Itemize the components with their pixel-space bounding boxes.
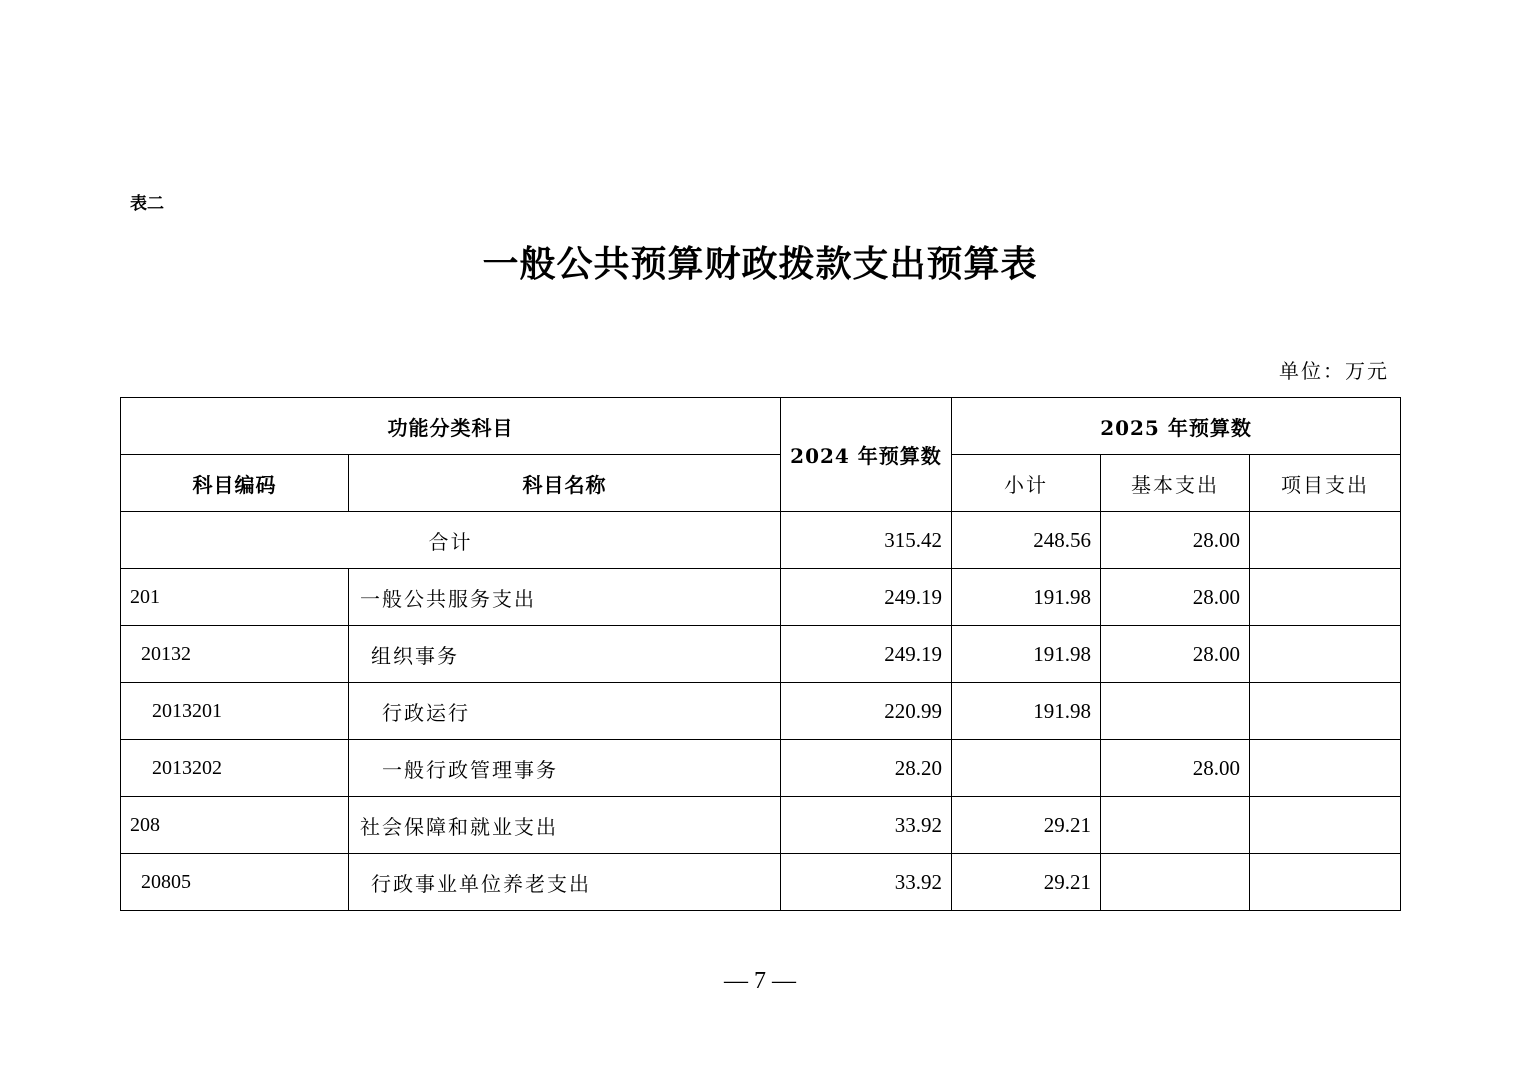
cell-name: 一般公共服务支出 <box>349 569 781 626</box>
cell-code: 20132 <box>121 626 349 683</box>
table-label: 表二 <box>130 194 164 214</box>
total-project <box>1250 512 1401 569</box>
cell-subtotal: 191.98 <box>952 683 1101 740</box>
table-row <box>121 740 1401 797</box>
cell-budget-2024: 249.19 <box>781 626 952 683</box>
table-row <box>121 683 1401 740</box>
cell-basic <box>1101 683 1250 740</box>
total-label: 合计 <box>121 512 781 569</box>
cell-budget-2024: 249.19 <box>781 569 952 626</box>
total-subtotal: 248.56 <box>952 512 1101 569</box>
cell-project <box>1250 740 1401 797</box>
table-row <box>121 797 1401 854</box>
cell-budget-2024: 33.92 <box>781 854 952 911</box>
cell-code: 2013202 <box>121 740 349 797</box>
header-row-1 <box>121 398 1401 455</box>
table-row <box>121 626 1401 683</box>
header-code: 科目编码 <box>121 455 349 512</box>
header-budget-2024: 2024 年预算数 <box>781 398 952 512</box>
total-basic: 28.00 <box>1101 512 1250 569</box>
cell-basic: 28.00 <box>1101 569 1250 626</box>
cell-budget-2024: 220.99 <box>781 683 952 740</box>
cell-budget-2024: 28.20 <box>781 740 952 797</box>
cell-subtotal: 191.98 <box>952 569 1101 626</box>
cell-name: 行政运行 <box>349 683 781 740</box>
budget-table <box>120 397 1401 911</box>
cell-code: 208 <box>121 797 349 854</box>
cell-project <box>1250 854 1401 911</box>
header-row-2 <box>121 455 1401 512</box>
cell-subtotal: 191.98 <box>952 626 1101 683</box>
cell-project <box>1250 797 1401 854</box>
cell-name: 社会保障和就业支出 <box>349 797 781 854</box>
header-name: 科目名称 <box>349 455 781 512</box>
total-row <box>121 512 1401 569</box>
cell-name: 一般行政管理事务 <box>349 740 781 797</box>
cell-code: 201 <box>121 569 349 626</box>
unit-note: 单位：万元 <box>1279 359 1389 383</box>
cell-project <box>1250 683 1401 740</box>
cell-subtotal <box>952 740 1101 797</box>
cell-code: 20805 <box>121 854 349 911</box>
cell-code: 2013201 <box>121 683 349 740</box>
cell-basic: 28.00 <box>1101 626 1250 683</box>
table-row <box>121 854 1401 911</box>
header-basic: 基本支出 <box>1101 455 1250 512</box>
cell-project <box>1250 626 1401 683</box>
cell-basic <box>1101 854 1250 911</box>
cell-name: 组织事务 <box>349 626 781 683</box>
cell-basic <box>1101 797 1250 854</box>
cell-subtotal: 29.21 <box>952 854 1101 911</box>
document-title: 一般公共预算财政拨款支出预算表 <box>482 243 1038 285</box>
cell-name: 行政事业单位养老支出 <box>349 854 781 911</box>
table-row <box>121 569 1401 626</box>
header-functional-category: 功能分类科目 <box>121 398 781 455</box>
header-budget-2025: 2025 年预算数 <box>952 398 1401 455</box>
page-number: — 7 — <box>724 968 796 994</box>
cell-project <box>1250 569 1401 626</box>
header-subtotal: 小计 <box>952 455 1101 512</box>
header-project: 项目支出 <box>1250 455 1401 512</box>
total-budget-2024: 315.42 <box>781 512 952 569</box>
cell-subtotal: 29.21 <box>952 797 1101 854</box>
cell-basic: 28.00 <box>1101 740 1250 797</box>
cell-budget-2024: 33.92 <box>781 797 952 854</box>
